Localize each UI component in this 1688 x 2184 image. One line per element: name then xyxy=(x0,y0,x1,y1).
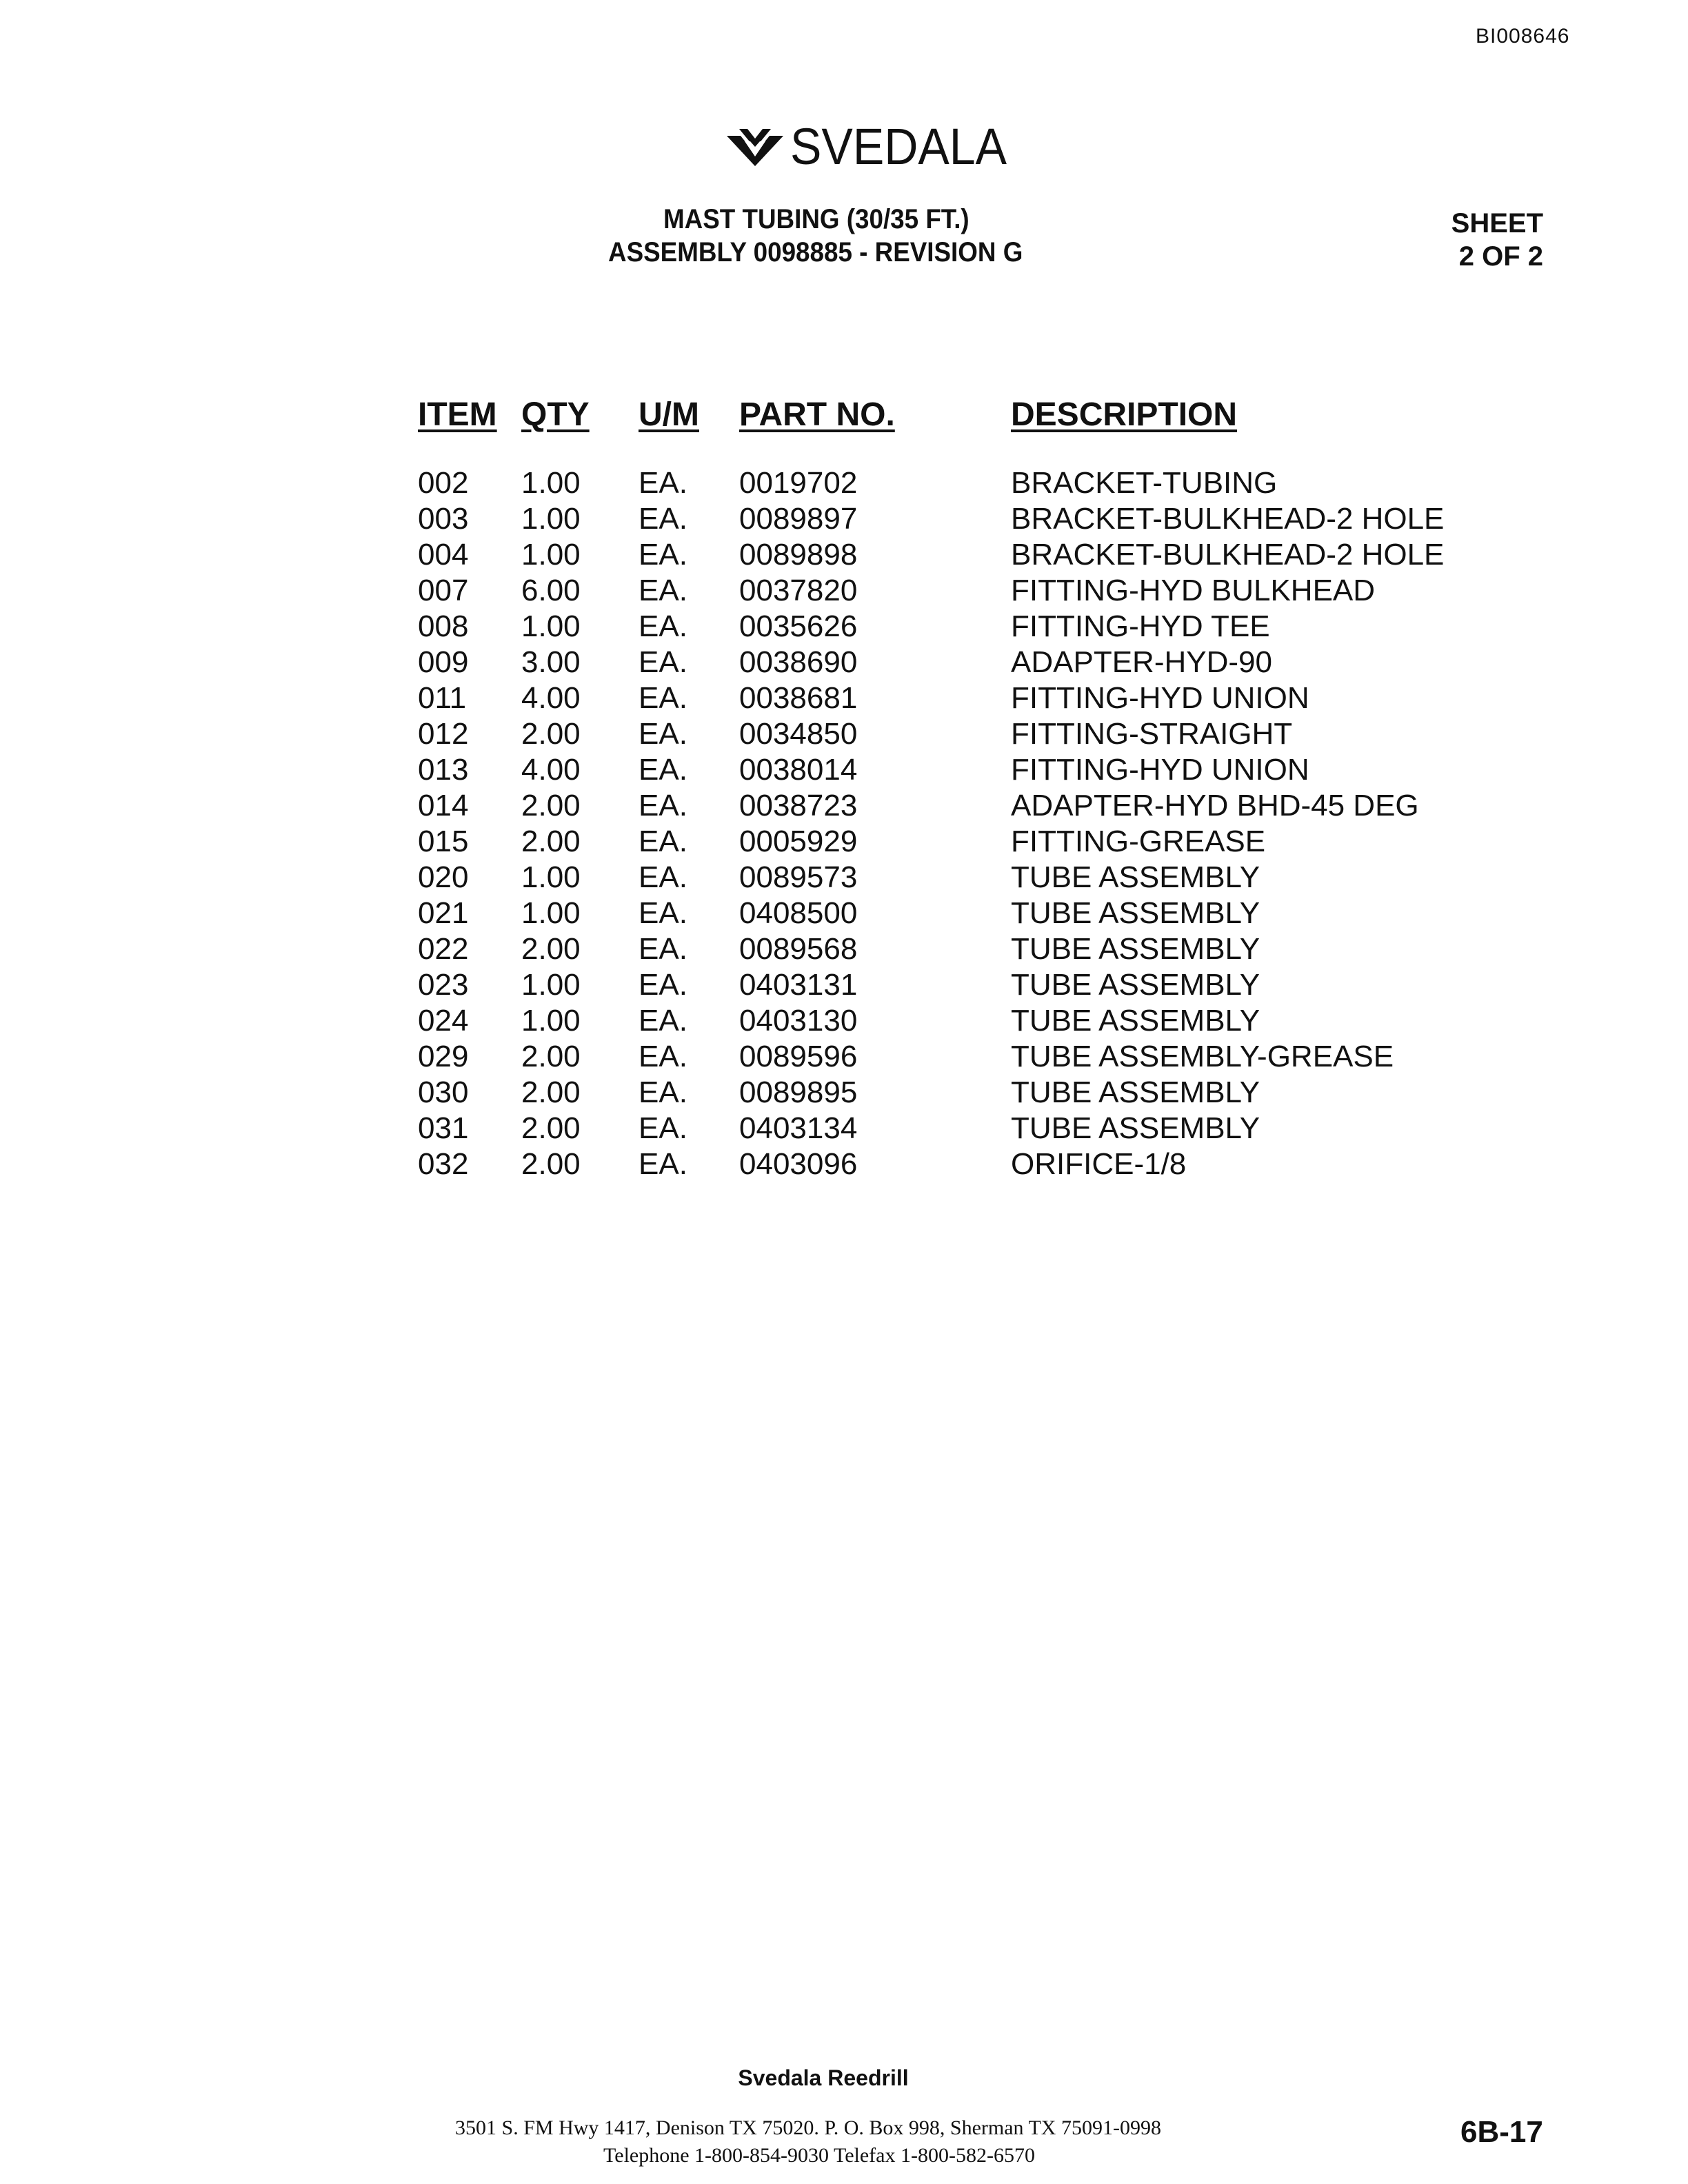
table-row xyxy=(418,1003,1494,1039)
cell-description: TUBE ASSEMBLY-GREASE xyxy=(1011,1040,1394,1073)
table-row xyxy=(418,967,1494,1003)
cell-um: EA. xyxy=(639,860,687,894)
cell-um: EA. xyxy=(639,1147,687,1181)
cell-um: EA. xyxy=(639,896,687,930)
cell-qty: 2.00 xyxy=(521,1075,581,1109)
parts-table-body xyxy=(418,465,1494,1182)
cell-qty: 1.00 xyxy=(521,896,581,930)
cell-item: 013 xyxy=(418,753,469,787)
cell-part-no: 0403131 xyxy=(739,968,858,1002)
cell-item: 030 xyxy=(418,1075,469,1109)
cell-description: BRACKET-BULKHEAD-2 HOLE xyxy=(1011,538,1445,572)
cell-qty: 2.00 xyxy=(521,789,581,822)
cell-part-no: 0019702 xyxy=(739,466,858,500)
cell-qty: 4.00 xyxy=(521,753,581,787)
table-row xyxy=(418,645,1494,680)
cell-qty: 1.00 xyxy=(521,860,581,894)
parts-table xyxy=(418,396,1494,1182)
table-row xyxy=(418,609,1494,645)
table-row xyxy=(418,1111,1494,1146)
cell-description: TUBE ASSEMBLY xyxy=(1011,932,1260,966)
cell-item: 011 xyxy=(418,681,467,715)
table-row xyxy=(418,931,1494,967)
cell-description: TUBE ASSEMBLY xyxy=(1011,860,1260,894)
cell-part-no: 0403134 xyxy=(739,1111,858,1145)
cell-part-no: 0038690 xyxy=(739,645,858,679)
table-row xyxy=(418,537,1494,573)
cell-item: 015 xyxy=(418,825,469,858)
cell-description: FITTING-HYD BULKHEAD xyxy=(1011,574,1376,607)
cell-um: EA. xyxy=(639,932,687,966)
cell-description: ORIFICE-1/8 xyxy=(1011,1147,1187,1181)
header-description: DESCRIPTION xyxy=(1011,396,1238,433)
cell-part-no: 0037820 xyxy=(739,574,858,607)
cell-item: 020 xyxy=(418,860,469,894)
cell-description: TUBE ASSEMBLY xyxy=(1011,968,1260,1002)
cell-qty: 1.00 xyxy=(521,538,581,572)
cell-description: FITTING-HYD UNION xyxy=(1011,753,1309,787)
table-row xyxy=(418,716,1494,752)
cell-item: 024 xyxy=(418,1004,469,1038)
sheet-label: SHEET xyxy=(1451,208,1543,239)
cell-qty: 2.00 xyxy=(521,825,581,858)
header-qty: QTY xyxy=(521,396,590,433)
page-number: 6B-17 xyxy=(1460,2115,1543,2149)
cell-description: FITTING-GREASE xyxy=(1011,825,1266,858)
footer-phone: Telephone 1-800-854-9030 Telefax 1-800-582-6570 xyxy=(603,2144,1035,2167)
cell-qty: 6.00 xyxy=(521,574,581,607)
cell-item: 003 xyxy=(418,502,469,536)
cell-part-no: 0089568 xyxy=(739,932,858,966)
cell-item: 021 xyxy=(418,896,469,930)
table-row xyxy=(418,1075,1494,1111)
cell-item: 007 xyxy=(418,574,469,607)
table-row xyxy=(418,860,1494,896)
cell-qty: 2.00 xyxy=(521,932,581,966)
document-id: BI008646 xyxy=(1476,25,1570,48)
cell-um: EA. xyxy=(639,968,687,1002)
table-row xyxy=(418,1039,1494,1075)
cell-part-no: 0403096 xyxy=(739,1147,858,1181)
cell-um: EA. xyxy=(639,825,687,858)
svedala-logo-icon xyxy=(724,126,786,168)
cell-item: 004 xyxy=(418,538,469,572)
logo-text: SVEDALA xyxy=(790,118,1007,175)
cell-part-no: 0038723 xyxy=(739,789,858,822)
cell-part-no: 0089897 xyxy=(739,502,858,536)
cell-description: TUBE ASSEMBLY xyxy=(1011,1075,1260,1109)
cell-part-no: 0089573 xyxy=(739,860,858,894)
cell-description: TUBE ASSEMBLY xyxy=(1011,896,1260,930)
header-item: ITEM xyxy=(418,396,497,433)
cell-um: EA. xyxy=(639,574,687,607)
table-row xyxy=(418,680,1494,716)
cell-description: BRACKET-BULKHEAD-2 HOLE xyxy=(1011,502,1445,536)
cell-part-no: 0089898 xyxy=(739,538,858,572)
cell-item: 002 xyxy=(418,466,469,500)
cell-description: FITTING-HYD UNION xyxy=(1011,681,1309,715)
cell-qty: 1.00 xyxy=(521,968,581,1002)
cell-qty: 1.00 xyxy=(521,1004,581,1038)
table-row xyxy=(418,465,1494,501)
cell-um: EA. xyxy=(639,645,687,679)
footer-company: Svedala Reedrill xyxy=(738,2065,909,2090)
cell-qty: 2.00 xyxy=(521,717,581,751)
cell-item: 014 xyxy=(418,789,469,822)
table-row xyxy=(418,824,1494,860)
cell-item: 008 xyxy=(418,609,469,643)
cell-part-no: 0034850 xyxy=(739,717,858,751)
cell-um: EA. xyxy=(639,609,687,643)
cell-part-no: 0038681 xyxy=(739,681,858,715)
cell-item: 012 xyxy=(418,717,469,751)
cell-item: 029 xyxy=(418,1040,469,1073)
title-line-1: MAST TUBING (30/35 FT.) xyxy=(663,204,969,234)
table-row xyxy=(418,501,1494,537)
cell-item: 031 xyxy=(418,1111,469,1145)
cell-description: ADAPTER-HYD-90 xyxy=(1011,645,1272,679)
cell-um: EA. xyxy=(639,538,687,572)
cell-item: 009 xyxy=(418,645,469,679)
company-logo xyxy=(724,118,1025,175)
cell-qty: 1.00 xyxy=(521,609,581,643)
cell-um: EA. xyxy=(639,753,687,787)
cell-um: EA. xyxy=(639,466,687,500)
cell-description: FITTING-HYD TEE xyxy=(1011,609,1270,643)
parts-table-header xyxy=(418,396,1494,465)
cell-description: FITTING-STRAIGHT xyxy=(1011,717,1293,751)
cell-qty: 1.00 xyxy=(521,502,581,536)
cell-item: 023 xyxy=(418,968,469,1002)
cell-um: EA. xyxy=(639,1111,687,1145)
cell-qty: 3.00 xyxy=(521,645,581,679)
cell-qty: 2.00 xyxy=(521,1111,581,1145)
table-row xyxy=(418,573,1494,609)
table-row xyxy=(418,1146,1494,1182)
cell-item: 032 xyxy=(418,1147,469,1181)
cell-part-no: 0005929 xyxy=(739,825,858,858)
table-row xyxy=(418,788,1494,824)
cell-um: EA. xyxy=(639,1004,687,1038)
cell-description: TUBE ASSEMBLY xyxy=(1011,1111,1260,1145)
table-row xyxy=(418,896,1494,931)
cell-um: EA. xyxy=(639,502,687,536)
cell-part-no: 0038014 xyxy=(739,753,858,787)
footer-address: 3501 S. FM Hwy 1417, Denison TX 75020. P. O. Box 998, Sherman TX 75091-0998 xyxy=(455,2116,1161,2139)
cell-um: EA. xyxy=(639,1040,687,1073)
cell-part-no: 0035626 xyxy=(739,609,858,643)
sheet-indicator xyxy=(1433,207,1543,273)
table-row xyxy=(418,752,1494,788)
cell-item: 022 xyxy=(418,932,469,966)
cell-part-no: 0403130 xyxy=(739,1004,858,1038)
header-part-no: PART NO. xyxy=(739,396,895,433)
cell-part-no: 0089596 xyxy=(739,1040,858,1073)
cell-description: ADAPTER-HYD BHD-45 DEG xyxy=(1011,789,1419,822)
cell-qty: 2.00 xyxy=(521,1040,581,1073)
cell-part-no: 0089895 xyxy=(739,1075,858,1109)
cell-qty: 4.00 xyxy=(521,681,581,715)
cell-um: EA. xyxy=(639,789,687,822)
cell-description: TUBE ASSEMBLY xyxy=(1011,1004,1260,1038)
cell-um: EA. xyxy=(639,717,687,751)
cell-description: BRACKET-TUBING xyxy=(1011,466,1278,500)
cell-qty: 2.00 xyxy=(521,1147,581,1181)
sheet-value: 2 OF 2 xyxy=(1458,241,1543,272)
cell-qty: 1.00 xyxy=(521,466,581,500)
cell-um: EA. xyxy=(639,681,687,715)
cell-um: EA. xyxy=(639,1075,687,1109)
header-um: U/M xyxy=(639,396,699,433)
title-line-2: ASSEMBLY 0098885 - REVISION G xyxy=(608,237,1023,267)
cell-part-no: 0408500 xyxy=(739,896,858,930)
